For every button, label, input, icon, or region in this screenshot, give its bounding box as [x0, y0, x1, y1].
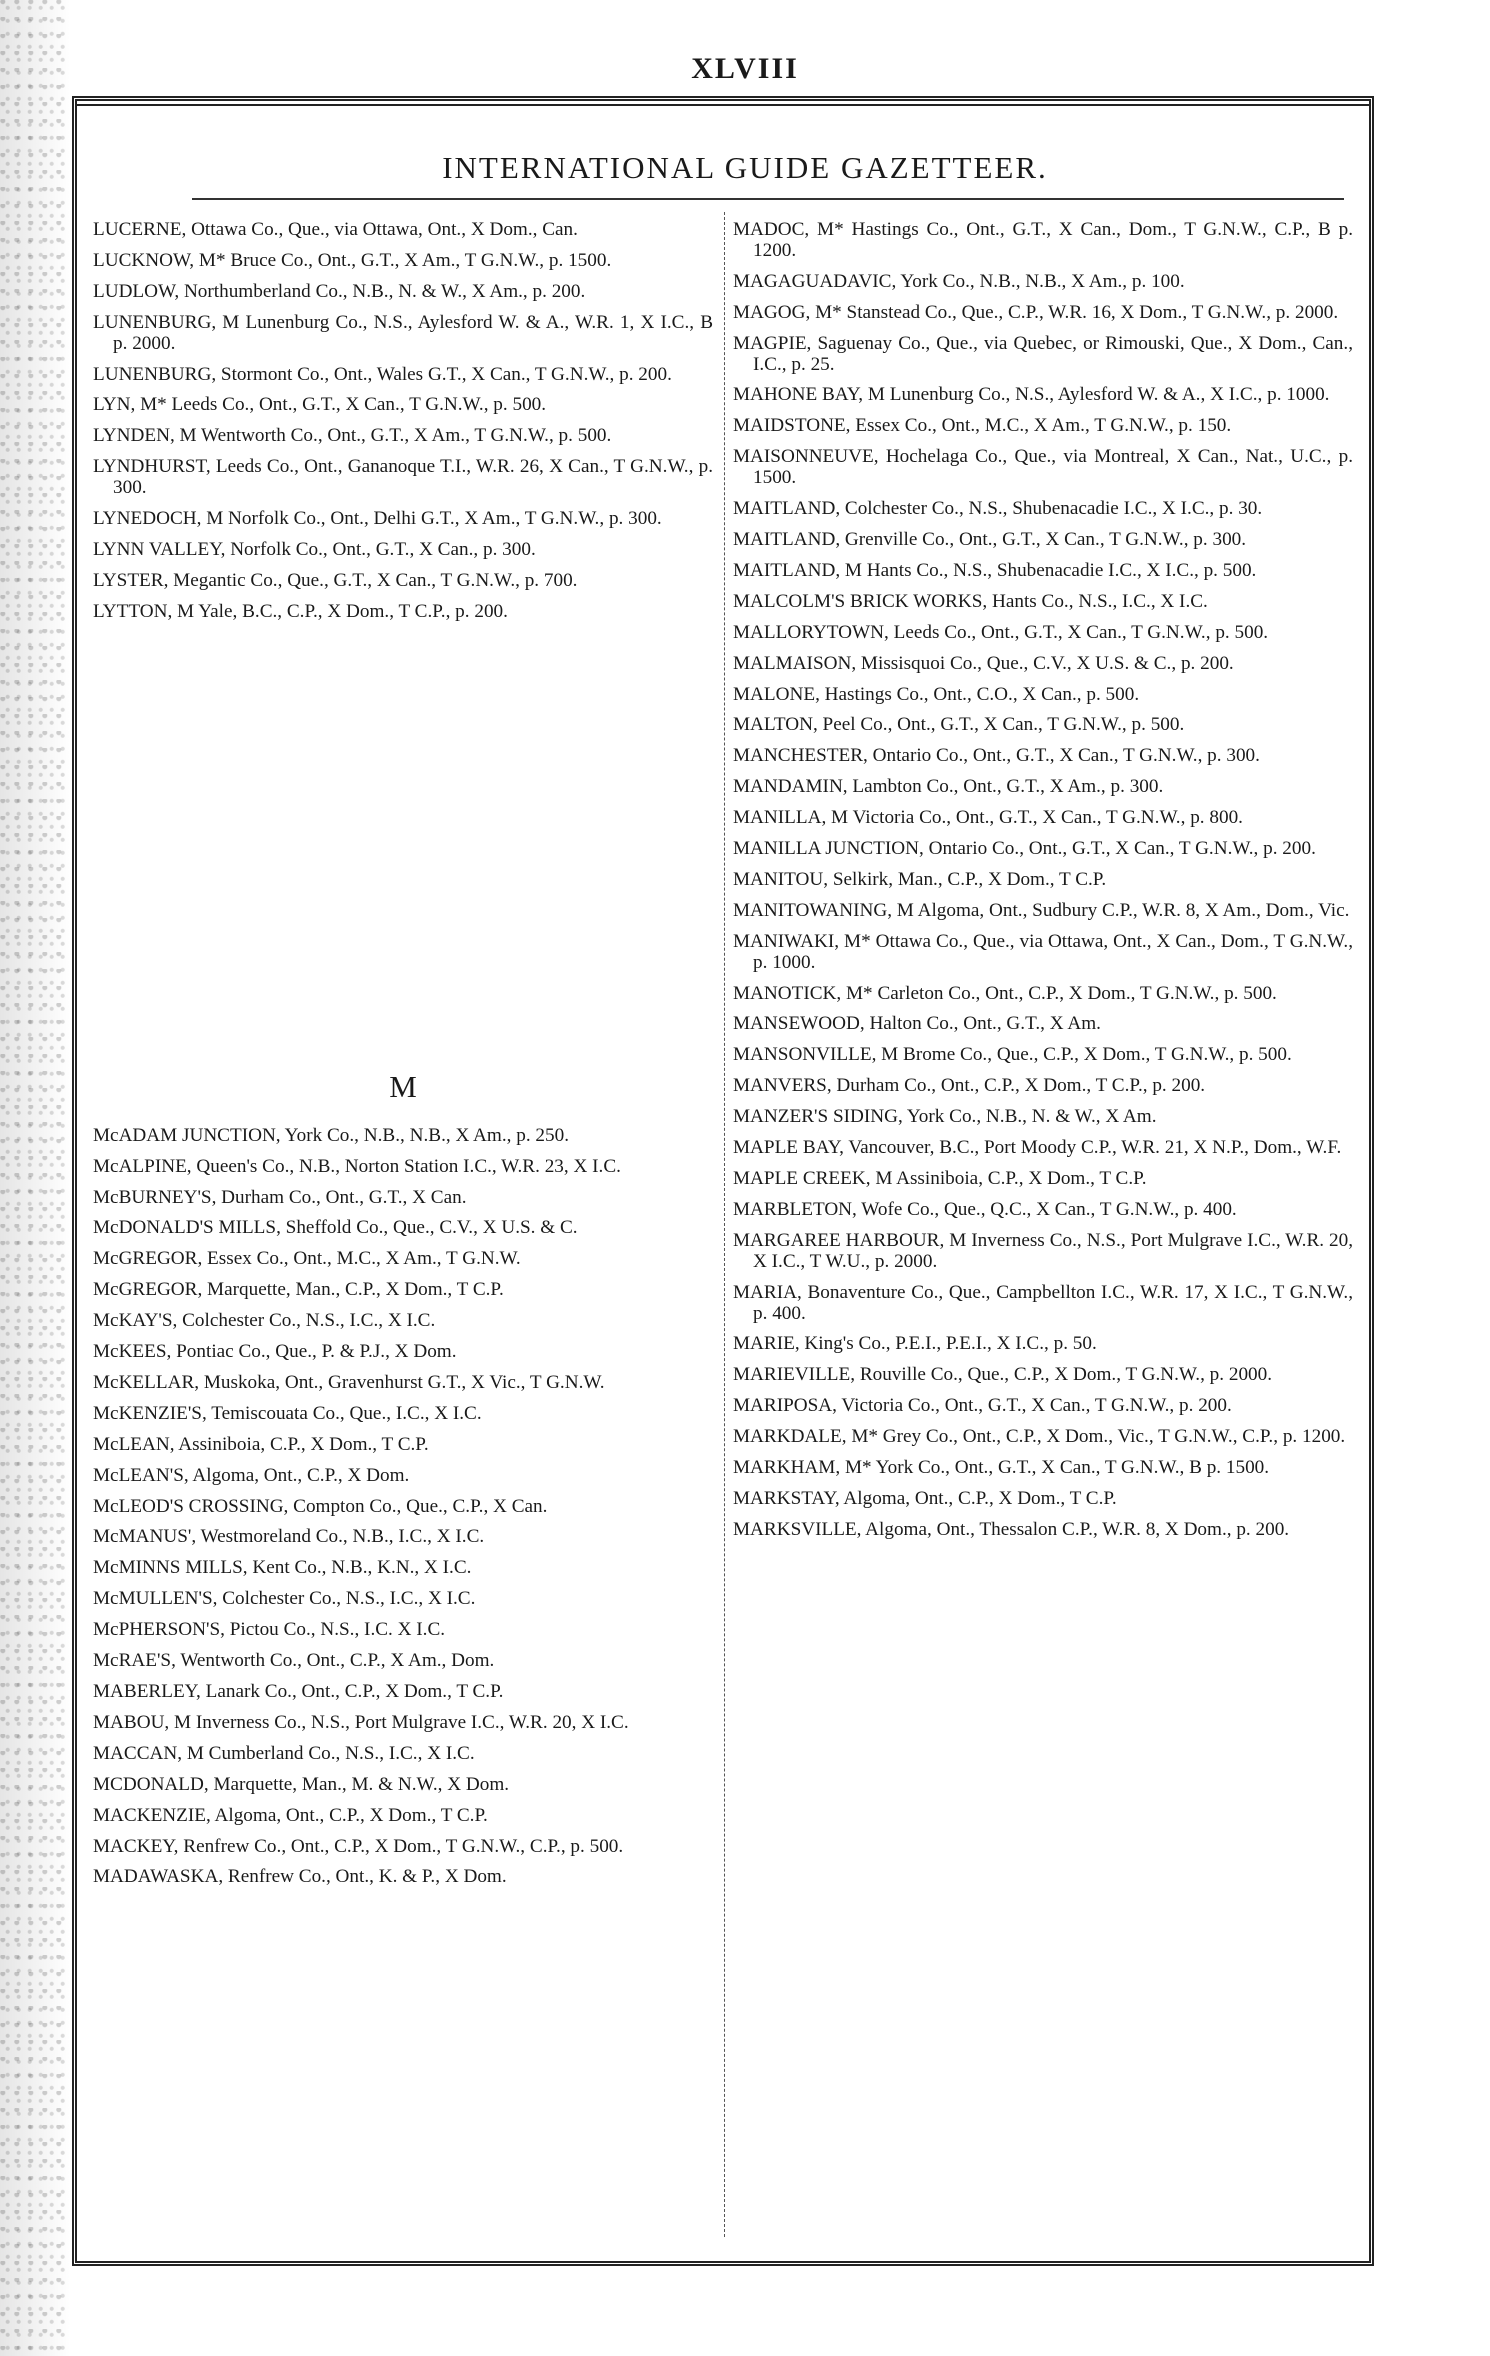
- gazetteer-entry: LYNEDOCH, M Norfolk Co., Ont., Delhi G.T., X Am., T G.N.W., p. 300.: [93, 508, 662, 530]
- gazetteer-entry: LUNENBURG, M Lunenburg Co., N.S., Aylesford W. & A., W.R. 1, X I.C., B p. 2000.: [93, 311, 713, 354]
- left-entries-m: [93, 1126, 713, 1889]
- gazetteer-entry: MALLORYTOWN, Leeds Co., Ont., G.T., X Can., T G.N.W., p. 500.: [733, 621, 1269, 643]
- gazetteer-entry: McPHERSON'S, Pictou Co., N.S., I.C. X I.C.: [93, 1619, 446, 1641]
- gazetteer-entry: McRAE'S, Wentworth Co., Ont., C.P., X Am., Dom.: [93, 1650, 495, 1672]
- gazetteer-entry: LUCKNOW, M* Bruce Co., Ont., G.T., X Am., T G.N.W., p. 1500.: [93, 249, 612, 271]
- gazetteer-entry: LYNDHURST, Leeds Co., Ont., Gananoque T.I., W.R. 26, X Can., T G.N.W., p. 300.: [93, 456, 713, 499]
- gazetteer-entry: MARKDALE, M* Grey Co., Ont., C.P., X Dom., Vic., T G.N.W., C.P., p. 1200.: [733, 1426, 1346, 1448]
- gazetteer-entry: McBURNEY'S, Durham Co., Ont., G.T., X Can.: [93, 1186, 467, 1208]
- gazetteer-entry: McKEES, Pontiac Co., Que., P. & P.J., X Dom.: [93, 1341, 457, 1363]
- gazetteer-entry: MARKSTAY, Algoma, Ont., C.P., X Dom., T C.P.: [733, 1487, 1117, 1509]
- gazetteer-entry: MALTON, Peel Co., Ont., G.T., X Can., T G.N.W., p. 500.: [733, 714, 1185, 736]
- scanned-page-edge: [0, 0, 70, 2356]
- gazetteer-entry: MARIEVILLE, Rouville Co., Que., C.P., X Dom., T G.N.W., p. 2000.: [733, 1364, 1273, 1386]
- gazetteer-entry: MANOTICK, M* Carleton Co., Ont., C.P., X Dom., T G.N.W., p. 500.: [733, 982, 1277, 1004]
- gazetteer-entry: LUCERNE, Ottawa Co., Que., via Ottawa, Ont., X Dom., Can.: [93, 219, 578, 240]
- gazetteer-entry: MANITOWANING, M Algoma, Ont., Sudbury C.P., W.R. 8, X Am., Dom., Vic.: [733, 899, 1350, 921]
- gazetteer-entry: MAGPIE, Saguenay Co., Que., via Quebec, or Rimouski, Que., X Dom., Can., I.C., p. 25.: [733, 332, 1353, 375]
- gazetteer-entry: MADAWASKA, Renfrew Co., Ont., K. & P., X Dom.: [93, 1866, 507, 1888]
- gazetteer-entry: MACCAN, M Cumberland Co., N.S., I.C., X I.C.: [93, 1742, 475, 1764]
- gazetteer-entry: MAPLE BAY, Vancouver, B.C., Port Moody C.P., W.R. 21, X N.P., Dom., W.F.: [733, 1137, 1342, 1159]
- gazetteer-entry: MANITOU, Selkirk, Man., C.P., X Dom., T C.P.: [733, 868, 1107, 890]
- page-number: XLVIII: [691, 52, 799, 85]
- gazetteer-entry: MAITLAND, M Hants Co., N.S., Shubenacadie I.C., X I.C., p. 500.: [733, 559, 1257, 581]
- gazetteer-entry: McADAM JUNCTION, York Co., N.B., N.B., X Am., p. 250.: [93, 1124, 569, 1146]
- gazetteer-entry: McMINNS MILLS, Kent Co., N.B., K.N., X I.C.: [93, 1557, 472, 1579]
- gazetteer-entry: MANSEWOOD, Halton Co., Ont., G.T., X Am.: [733, 1013, 1101, 1035]
- title-rule: [192, 198, 1344, 200]
- gazetteer-entry: MANZER'S SIDING, York Co., N.B., N. & W., X Am.: [733, 1106, 1157, 1128]
- gazetteer-entry: MARGAREE HARBOUR, M Inverness Co., N.S., Port Mulgrave I.C., W.R. 20, X I.C., T W.U., p. 2000.: [733, 1229, 1353, 1272]
- gazetteer-entry: McGREGOR, Essex Co., Ont., M.C., X Am., T G.N.W.: [93, 1248, 521, 1270]
- gazetteer-entry: MANILLA JUNCTION, Ontario Co., Ont., G.T., X Can., T G.N.W., p. 200.: [733, 838, 1316, 860]
- gazetteer-entry: MADOC, M* Hastings Co., Ont., G.T., X Can., Dom., T G.N.W., C.P., B p. 1200.: [733, 219, 1353, 261]
- gazetteer-entry: MAITLAND, Colchester Co., N.S., Shubenacadie I.C., X I.C., p. 30.: [733, 498, 1263, 520]
- gazetteer-entry: McMULLEN'S, Colchester Co., N.S., I.C., X I.C.: [93, 1588, 476, 1610]
- gazetteer-entry: MARBLETON, Wofe Co., Que., Q.C., X Can., T G.N.W., p. 400.: [733, 1198, 1237, 1220]
- gazetteer-entry: MCDONALD, Marquette, Man., M. & N.W., X Dom.: [93, 1773, 510, 1795]
- gazetteer-entry: McKENZIE'S, Temiscouata Co., Que., I.C., X I.C.: [93, 1402, 482, 1424]
- gazetteer-entry: MANIWAKI, M* Ottawa Co., Que., via Ottawa, Ont., X Can., Dom., T G.N.W., p. 1000.: [733, 930, 1353, 973]
- gazetteer-entry: McGREGOR, Marquette, Man., C.P., X Dom., T C.P.: [93, 1279, 504, 1301]
- gazetteer-entry: MARIE, King's Co., P.E.I., P.E.I., X I.C., p. 50.: [733, 1333, 1097, 1355]
- gazetteer-entry: MACKEY, Renfrew Co., Ont., C.P., X Dom., T G.N.W., C.P., p. 500.: [93, 1835, 624, 1857]
- gazetteer-entry: MANILLA, M Victoria Co., Ont., G.T., X Can., T G.N.W., p. 800.: [733, 807, 1243, 829]
- column-divider: [724, 212, 725, 2237]
- gazetteer-entry: MALONE, Hastings Co., Ont., C.O., X Can., p. 500.: [733, 683, 1140, 705]
- page-title: INTERNATIONAL GUIDE GAZETTEER.: [442, 150, 1048, 185]
- gazetteer-entry: MAITLAND, Grenville Co., Ont., G.T., X Can., T G.N.W., p. 300.: [733, 528, 1247, 550]
- gazetteer-entry: McLEAN, Assiniboia, C.P., X Dom., T C.P.: [93, 1433, 429, 1455]
- column-gap: [93, 633, 713, 1048]
- gazetteer-entry: MAGOG, M* Stanstead Co., Que., C.P., W.R. 16, X Dom., T G.N.W., p. 2000.: [733, 301, 1339, 323]
- gazetteer-entry: McMANUS', Westmoreland Co., N.B., I.C., X I.C.: [93, 1526, 485, 1548]
- gazetteer-entry: MARIPOSA, Victoria Co., Ont., G.T., X Can., T G.N.W., p. 200.: [733, 1395, 1232, 1417]
- gazetteer-entry: McDONALD'S MILLS, Sheffold Co., Que., C.V., X U.S. & C.: [93, 1217, 578, 1239]
- gazetteer-entry: MAGAGUADAVIC, York Co., N.B., N.B., X Am., p. 100.: [733, 270, 1185, 292]
- gazetteer-entry: MALCOLM'S BRICK WORKS, Hants Co., N.S., I.C., X I.C.: [733, 590, 1208, 612]
- right-entries: [733, 220, 1353, 1541]
- page-border-top-rule: [76, 104, 1370, 106]
- gazetteer-entry: McKAY'S, Colchester Co., N.S., I.C., X I.C.: [93, 1310, 436, 1332]
- gazetteer-entry: McKELLAR, Muskoka, Ont., Gravenhurst G.T., X Vic., T G.N.W.: [93, 1371, 605, 1393]
- gazetteer-entry: MANSONVILLE, M Brome Co., Que., C.P., X Dom., T G.N.W., p. 500.: [733, 1044, 1292, 1066]
- gazetteer-entry: MAPLE CREEK, M Assiniboia, C.P., X Dom., T C.P.: [733, 1168, 1147, 1189]
- gazetteer-entry: MANDAMIN, Lambton Co., Ont., G.T., X Am., p. 300.: [733, 776, 1164, 798]
- gazetteer-entry: MAISONNEUVE, Hochelaga Co., Que., via Montreal, X Can., Nat., U.C., p. 1500.: [733, 446, 1353, 489]
- right-column: [733, 220, 1353, 1551]
- gazetteer-entry: MAHONE BAY, M Lunenburg Co., N.S., Aylesford W. & A., X I.C., p. 1000.: [733, 384, 1330, 406]
- gazetteer-entry: LYNN VALLEY, Norfolk Co., Ont., G.T., X Can., p. 300.: [93, 538, 536, 560]
- gazetteer-entry: MABERLEY, Lanark Co., Ont., C.P., X Dom., T C.P.: [93, 1681, 504, 1702]
- gazetteer-entry: MALMAISON, Missisquoi Co., Que., C.V., X U.S. & C., p. 200.: [733, 652, 1234, 674]
- gazetteer-entry: MACKENZIE, Algoma, Ont., C.P., X Dom., T C.P.: [93, 1804, 488, 1826]
- gazetteer-entry: LUDLOW, Northumberland Co., N.B., N. & W., X Am., p. 200.: [93, 280, 586, 302]
- gazetteer-entry: McLEAN'S, Algoma, Ont., C.P., X Dom.: [93, 1464, 410, 1486]
- gazetteer-entry: MANCHESTER, Ontario Co., Ont., G.T., X Can., T G.N.W., p. 300.: [733, 745, 1260, 767]
- gazetteer-entry: LYN, M* Leeds Co., Ont., G.T., X Can., T G.N.W., p. 500.: [93, 394, 547, 416]
- gazetteer-entry: LYNDEN, M Wentworth Co., Ont., G.T., X Am., T G.N.W., p. 500.: [93, 425, 612, 447]
- left-column: [93, 220, 713, 1898]
- gazetteer-entry: LUNENBURG, Stormont Co., Ont., Wales G.T., X Can., T G.N.W., p. 200.: [93, 363, 672, 385]
- gazetteer-entry: McLEOD'S CROSSING, Compton Co., Que., C.P., X Can.: [93, 1495, 548, 1517]
- gazetteer-entry: MARKHAM, M* York Co., Ont., G.T., X Can., T G.N.W., B p. 1500.: [733, 1457, 1270, 1479]
- gazetteer-entry: MANVERS, Durham Co., Ont., C.P., X Dom., T C.P., p. 200.: [733, 1075, 1206, 1097]
- left-entries-l: [93, 220, 713, 623]
- gazetteer-entry: MABOU, M Inverness Co., N.S., Port Mulgrave I.C., W.R. 20, X I.C.: [93, 1711, 629, 1733]
- gazetteer-entry: McALPINE, Queen's Co., N.B., Norton Station I.C., W.R. 23, X I.C.: [93, 1155, 621, 1177]
- gazetteer-entry: MARIA, Bonaventure Co., Que., Campbellton I.C., W.R. 17, X I.C., T G.N.W., p. 400.: [733, 1281, 1353, 1324]
- gazetteer-entry: LYSTER, Megantic Co., Que., G.T., X Can., T G.N.W., p. 700.: [93, 569, 578, 591]
- gazetteer-entry: LYTTON, M Yale, B.C., C.P., X Dom., T C.P., p. 200.: [93, 600, 508, 622]
- gazetteer-entry: MARKSVILLE, Algoma, Ont., Thessalon C.P., W.R. 8, X Dom., p. 200.: [733, 1518, 1290, 1540]
- section-letter: M: [389, 1068, 417, 1104]
- gazetteer-entry: MAIDSTONE, Essex Co., Ont., M.C., X Am., T G.N.W., p. 150.: [733, 415, 1232, 437]
